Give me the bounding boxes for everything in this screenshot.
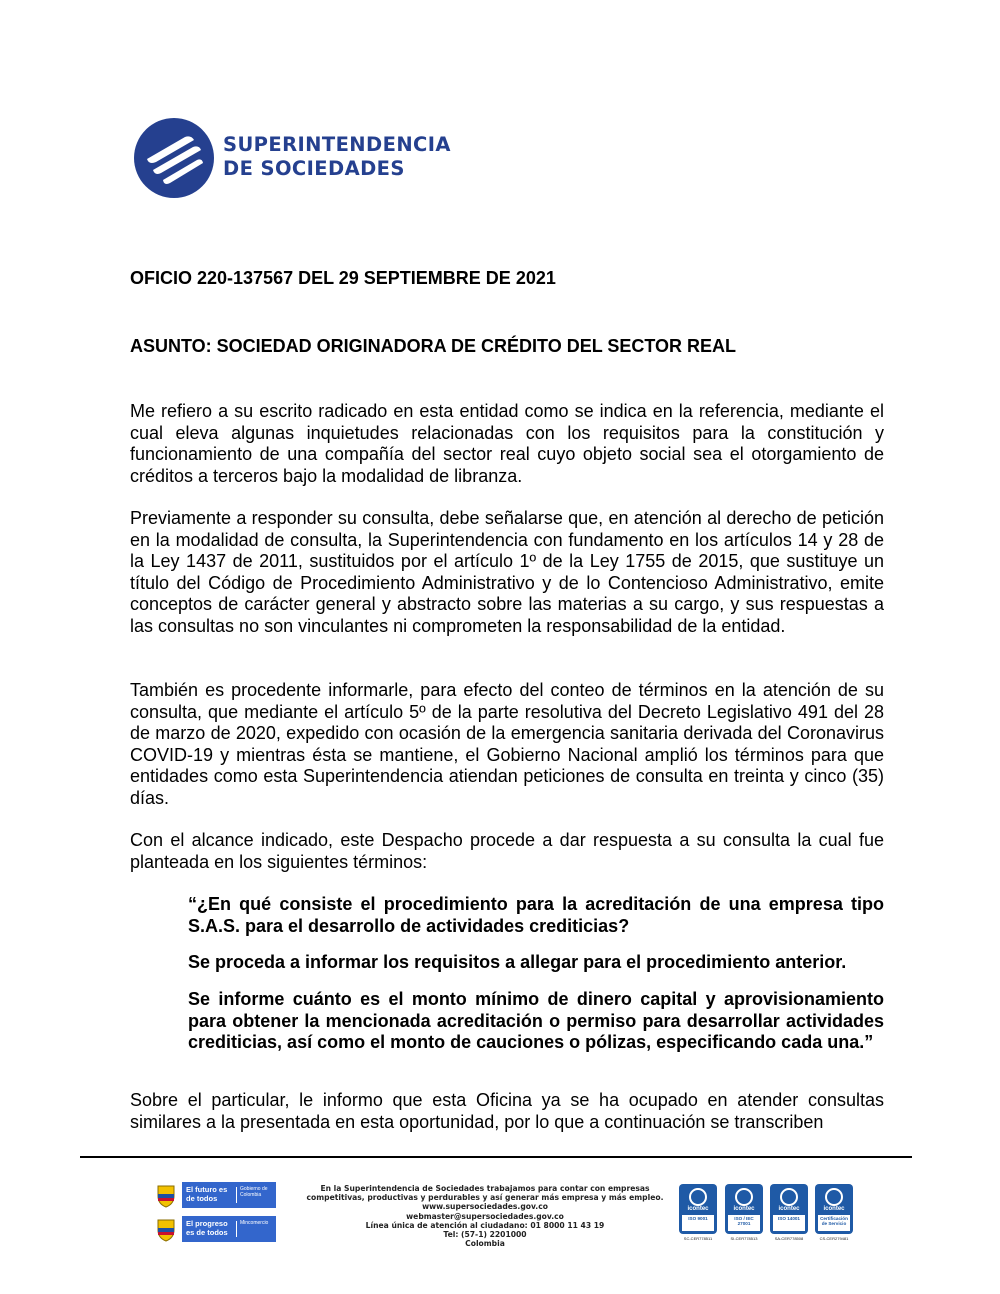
- icontec-icon: [689, 1188, 707, 1206]
- cert-standard: ISO 9001: [682, 1215, 714, 1231]
- cert-badge-iso14001: [770, 1184, 810, 1242]
- cert-badge-iso9001: [679, 1184, 719, 1242]
- paragraph-3: También es procedente informarle, para efecto del conteo de términos en la atención de su consulta, que mediante el artículo 5º de la parte resolutiva del Decreto Legislativo 491 del 28 de marzo de 2020, expedido con ocasión de la emergencia sanitaria derivada del Coronavirus COVID-19 y mientras ésta se mantiene, el Gobierno Nacional amplió los términos para que entidades como esta Superintendencia atiendan peticiones de consulta en treinta y cinco (35) días.: [130, 680, 884, 808]
- quote-2: Se proceda a informar los requisitos a allegar para el procedimiento anterior.: [188, 952, 847, 972]
- cert-brand: icontec: [778, 1206, 800, 1212]
- gov-entity: Gobierno de Colombia: [240, 1186, 268, 1198]
- cert-code: SA-CER778508: [774, 1236, 804, 1241]
- cert-standard: Certificación de Servicio: [818, 1215, 850, 1231]
- logo-emblem-icon: [133, 117, 215, 199]
- cert-code: SC-CER778511: [683, 1236, 713, 1241]
- gov-separator: [236, 1221, 237, 1237]
- footer-hotline: Línea única de atención al ciudadano: 01 8000 11 43 19: [365, 1220, 605, 1230]
- paragraph-1: Me refiero a su escrito radicado en esta entidad como se indica en la referencia, mediante el cual eleva algunas inquietudes relacionadas con los requisitos para la constitución y funcionamiento de una compañía del sector real cuyo objeto social sea el otorgamiento de créditos a terceros bajo la modalidad de libranza.: [130, 401, 884, 486]
- supersociedades-logo: [133, 117, 463, 199]
- cert-brand: icontec: [733, 1206, 755, 1212]
- gov-badge-progreso: [154, 1216, 276, 1242]
- quote-1: “¿En qué consiste el procedimiento para la acreditación de una empresa tipo S.A.S. para el desarrollo de actividades crediticias?: [188, 894, 884, 936]
- paragraph-2: Previamente a responder su consulta, debe señalarse que, en atención al derecho de petición en la modalidad de consulta, la Superintendencia con fundamento en los artículos 14 y 28 de la Ley 1437 de 2011, sustituidos por el artículo 1º de la Ley 1755 de 2015, que sustituye un título del Código de Procedimiento Administrativo y de lo Contencioso Administrativo, emite conceptos de carácter general y abstracto sobre las materias a su cargo, y sus respuestas a las consultas no son vinculantes ni comprometen la responsabilidad de la entidad.: [130, 508, 884, 636]
- gov-separator: [236, 1187, 237, 1203]
- gov-slogan: El progreso es de todos: [186, 1219, 228, 1237]
- cert-badge-iso27001: [725, 1184, 765, 1242]
- gov-badge-futuro: [154, 1182, 276, 1208]
- paragraph-4: Con el alcance indicado, este Despacho procede a dar respuesta a su consulta la cual fue planteada en los siguientes términos:: [130, 830, 884, 872]
- footer-website[interactable]: www.supersociedades.gov.co: [422, 1202, 548, 1212]
- gov-entity: Mincomercio: [240, 1220, 269, 1226]
- footer-country: Colombia: [465, 1239, 505, 1249]
- cert-standard: ISO / IEC 27001: [728, 1215, 760, 1231]
- colombia-shield-icon: [154, 1216, 178, 1242]
- icontec-icon: [825, 1188, 843, 1206]
- footer-phone: Tel: (57-1) 2201000: [443, 1230, 527, 1240]
- asunto-heading: ASUNTO: SOCIEDAD ORIGINADORA DE CRÉDITO DEL SECTOR REAL: [130, 336, 737, 356]
- footer-mission-line2: competitivas, productivas y perdurables y así generar más empresa y más empleo.: [306, 1193, 664, 1203]
- footer-contact: [290, 1184, 680, 1248]
- cert-brand: icontec: [823, 1206, 845, 1212]
- gov-slogan: El futuro es de todos: [186, 1185, 228, 1203]
- cert-code: SI-CER778513: [730, 1236, 758, 1241]
- closing-paragraph: Sobre el particular, le informo que esta Oficina ya se ha ocupado en atender consultas similares a la presentada en esta oportunidad, por lo que a continuación se transcriben: [130, 1090, 884, 1132]
- footer-divider: [80, 1156, 912, 1158]
- icontec-icon: [735, 1188, 753, 1206]
- logo-title-line1: SUPERINTENDENCIA: [223, 133, 451, 156]
- quote-3: Se informe cuánto es el monto mínimo de dinero capital y aprovisionamiento para obtener la mencionada acreditación o permiso para desarrollar actividades crediticias, así como el monto de cauciones o pólizas, especificando cada una.”: [188, 989, 884, 1053]
- footer-mission-line1: En la Superintendencia de Sociedades trabajamos para contar con empresas: [320, 1184, 650, 1193]
- cert-standard: ISO 14001: [773, 1215, 805, 1231]
- logo-title-line2: DE SOCIEDADES: [223, 157, 405, 180]
- icontec-icon: [780, 1188, 798, 1206]
- colombia-shield-icon: [154, 1182, 178, 1208]
- cert-badge-service: [815, 1184, 855, 1242]
- oficio-heading: OFICIO 220-137567 DEL 29 SEPTIEMBRE DE 2021: [130, 268, 556, 288]
- cert-code: CS-CER279481: [819, 1236, 849, 1241]
- footer-email[interactable]: webmaster@supersociedades.gov.co: [406, 1211, 564, 1221]
- cert-brand: icontec: [687, 1206, 709, 1212]
